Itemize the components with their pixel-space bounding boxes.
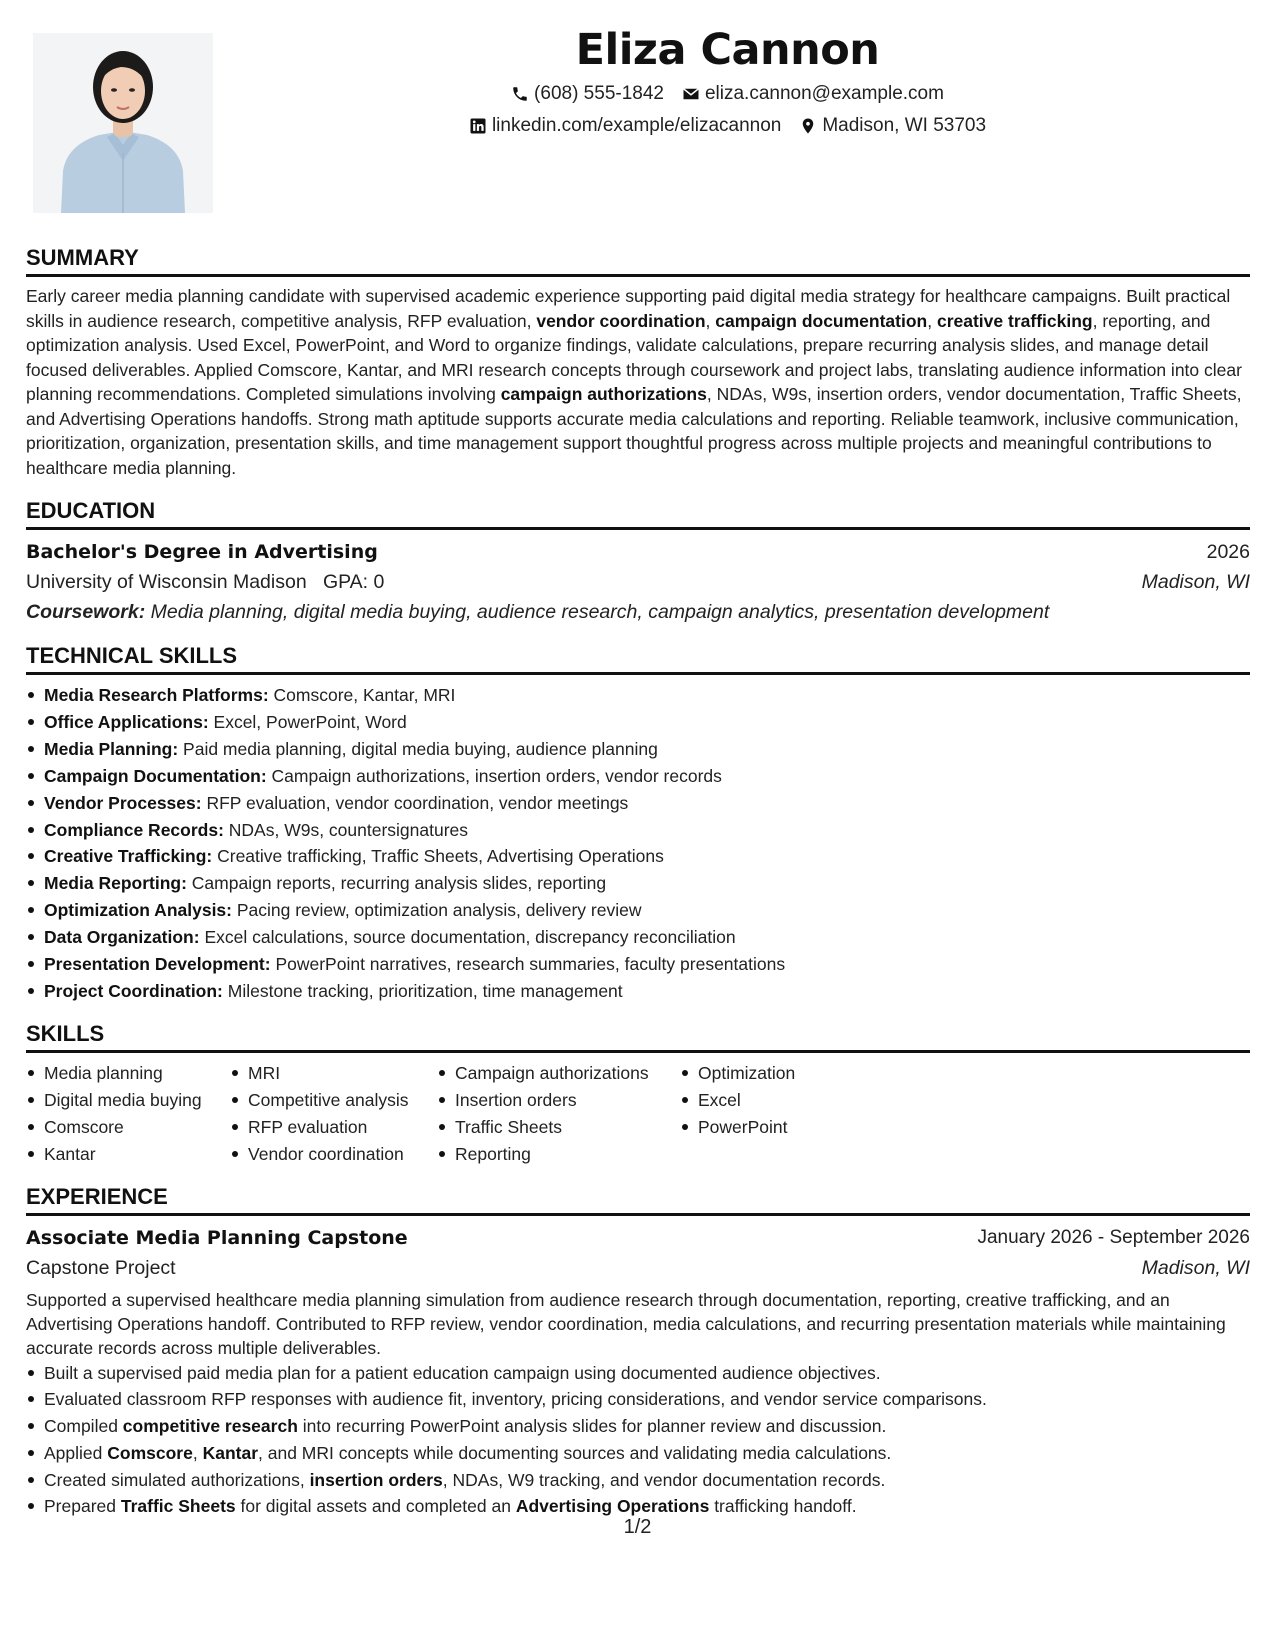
experience-bullet-segment-bold: Traffic Sheets — [120, 1496, 236, 1517]
technical-skill-label: Media Reporting: — [44, 873, 187, 894]
experience-bullet-segment-text: , — [192, 1442, 203, 1463]
experience-bullet — [26, 1413, 1250, 1440]
experience-section — [26, 1182, 1250, 1521]
skills-section — [26, 1019, 1250, 1168]
technical-skill-item — [26, 978, 1250, 1005]
coursework-label: Coursework: — [26, 601, 146, 623]
summary-segment-text: Early career media planning candidate with supervised academic experience supporting paid digital media strategy for healthcare campaigns. Built practical skills in audience research, competitive analysis, RFP evaluation, — [26, 286, 1231, 331]
skill-item: Vendor coordination — [230, 1141, 437, 1168]
skill-item: Comscore — [26, 1114, 230, 1141]
technical-skill-value: Paid media planning, digital media buying, audience planning — [178, 738, 658, 759]
technical-skill-item — [26, 843, 1250, 870]
contact-row-1 — [240, 78, 1215, 110]
technical-skill-label: Media Planning: — [44, 738, 179, 759]
degree-year: 2026 — [1206, 541, 1250, 563]
skills-column — [680, 1060, 880, 1168]
skill-item: PowerPoint — [680, 1114, 880, 1141]
skill-item: MRI — [230, 1060, 437, 1087]
technical-skill-item — [26, 870, 1250, 897]
experience-bullet-segment-text: Created simulated authorizations, — [44, 1469, 310, 1490]
summary-segment-text: , NDAs, W9s, insertion orders, vendor documentation, Traffic Sheets, and Advertising Operations handoffs. Strong math aptitude supports accurate media calculations and reporting. Reliable teamwork, inclusive communication, prioritization, organization, presentation skills, and time management support thoughtful progress across multiple projects and meaningful contributions to healthcare media planning. — [26, 384, 1242, 478]
degree-title: Bachelor's Degree in Advertising — [26, 541, 378, 563]
skills-column — [437, 1060, 680, 1168]
technical-skills-list — [26, 682, 1250, 1005]
school-location: Madison, WI — [1141, 571, 1250, 593]
experience-description: Supported a supervised healthcare media planning simulation from audience research through documentation, reporting, creative trafficking, and an Advertising Operations handoff. Contributed to RFP review, vendor coordination, media calculations, and recurring presentation materials while maintaining accurate records across multiple deliverables. — [26, 1289, 1226, 1358]
experience-row-org — [26, 1253, 1250, 1283]
technical-skill-value: Comscore, Kantar, MRI — [268, 685, 456, 705]
contact-location — [799, 110, 986, 142]
experience-bullet-segment-text: trafficking handoff. — [709, 1496, 857, 1517]
phone-icon — [511, 85, 529, 103]
linkedin-icon — [469, 117, 487, 135]
linkedin-link[interactable]: linkedin.com/example/elizacannon — [491, 115, 782, 136]
school-name: University of Wisconsin Madison — [26, 571, 307, 593]
technical-skill-label: Office Applications: — [44, 711, 209, 732]
technical-skill-label: Data Organization: — [44, 927, 200, 948]
technical-skill-value: Excel calculations, source documentation, discrepancy reconciliation — [199, 927, 736, 948]
section-title-technical-skills: TECHNICAL SKILLS — [26, 641, 1250, 675]
technical-skill-item — [26, 736, 1250, 763]
technical-skill-value: RFP evaluation, vendor coordination, vendor meetings — [201, 792, 629, 813]
experience-bullet-segment-text: Evaluated classroom RFP responses with audience fit, inventory, pricing considerations, and vendor service comparisons. — [44, 1389, 987, 1410]
summary-segment-bold: vendor coordination — [536, 310, 706, 331]
experience-bullet-segment-text: Built a supervised paid media plan for a patient education campaign using documented audience objectives. — [44, 1362, 881, 1383]
profile-photo-illustration — [33, 33, 213, 213]
technical-skill-item — [26, 817, 1250, 844]
technical-skill-value: Excel, PowerPoint, Word — [208, 711, 407, 732]
skill-item: Reporting — [437, 1141, 680, 1168]
technical-skill-label: Media Research Platforms: — [44, 685, 269, 705]
technical-skill-label: Vendor Processes: — [44, 792, 202, 813]
education-section — [26, 496, 1250, 627]
technical-skills-section — [26, 641, 1250, 1005]
technical-skill-label: Project Coordination: — [44, 980, 223, 1001]
resume-header — [240, 22, 1215, 142]
technical-skill-item — [26, 763, 1250, 790]
summary-segment-bold: creative trafficking — [936, 310, 1093, 331]
experience-bullet-segment-bold: Kantar — [202, 1442, 259, 1463]
experience-bullet-segment-text: Prepared — [44, 1496, 121, 1517]
phone-text: (608) 555-1842 — [534, 83, 664, 104]
experience-bullet-segment-text: for digital assets and completed an — [235, 1496, 516, 1517]
skill-item: Insertion orders — [437, 1087, 680, 1114]
experience-bullet-segment-text: Applied — [44, 1442, 108, 1463]
contact-linkedin[interactable] — [469, 110, 781, 142]
technical-skill-value: Campaign authorizations, insertion orders, vendor records — [266, 765, 722, 786]
education-row-school — [26, 567, 1250, 597]
skills-column — [230, 1060, 437, 1168]
resume-content — [26, 243, 1250, 1520]
section-title-skills: SKILLS — [26, 1019, 1250, 1053]
technical-skill-value: Pacing review, optimization analysis, delivery review — [232, 900, 642, 921]
skill-item: Excel — [680, 1087, 880, 1114]
technical-skill-item — [26, 897, 1250, 924]
candidate-name: Eliza Cannon — [575, 25, 880, 75]
experience-org: Capstone Project — [26, 1256, 176, 1279]
technical-skill-value: NDAs, W9s, countersignatures — [223, 819, 469, 840]
experience-bullet-segment-text: , NDAs, W9 tracking, and vendor documentation records. — [442, 1469, 886, 1490]
technical-skill-item — [26, 790, 1250, 817]
coursework-line — [26, 597, 1250, 627]
experience-bullet-segment-bold: competitive research — [122, 1416, 298, 1437]
envelope-icon — [682, 85, 700, 103]
section-title-summary: SUMMARY — [26, 243, 1250, 277]
experience-bullet-segment-text: into recurring PowerPoint analysis slides for planner review and discussion. — [297, 1416, 887, 1437]
experience-bullet — [26, 1467, 1250, 1494]
experience-bullet-segment-text: , and MRI concepts while documenting sources and validating media calculations. — [258, 1442, 892, 1463]
experience-role: Associate Media Planning Capstone — [26, 1226, 408, 1249]
summary-segment-bold: campaign authorizations — [500, 384, 707, 404]
technical-skill-item — [26, 682, 1250, 709]
gpa-text: GPA: 0 — [322, 571, 385, 593]
experience-bullet-segment-bold: insertion orders — [309, 1469, 443, 1490]
email-link[interactable]: eliza.cannon@example.com — [704, 83, 944, 104]
technical-skill-label: Creative Trafficking: — [44, 846, 213, 867]
education-row-degree — [26, 537, 1250, 567]
technical-skill-label: Optimization Analysis: — [44, 900, 232, 921]
experience-dates: January 2026 - September 2026 — [977, 1226, 1250, 1248]
section-title-experience: EXPERIENCE — [26, 1182, 1250, 1216]
technical-skill-value: Creative trafficking, Traffic Sheets, Advertising Operations — [212, 846, 664, 867]
summary-segment-text: , — [927, 310, 937, 331]
location-text: Madison, WI 53703 — [822, 115, 987, 136]
summary-section — [26, 243, 1250, 480]
skill-item: RFP evaluation — [230, 1114, 437, 1141]
skill-item: Competitive analysis — [230, 1087, 437, 1114]
technical-skill-value: Milestone tracking, prioritization, time management — [222, 980, 623, 1001]
experience-bullet — [26, 1386, 1250, 1413]
experience-bullet-segment-bold: Advertising Operations — [515, 1496, 710, 1517]
skill-item: Traffic Sheets — [437, 1114, 680, 1141]
skill-item: Digital media buying — [26, 1087, 230, 1114]
contact-phone — [511, 78, 664, 110]
technical-skill-label: Campaign Documentation: — [44, 765, 267, 786]
summary-segment-text: , — [705, 310, 716, 331]
school-info — [26, 567, 384, 597]
profile-photo — [33, 33, 213, 213]
coursework-text: Media planning, digital media buying, audience research, campaign analytics, presentation development — [150, 601, 1050, 623]
technical-skill-value: PowerPoint narratives, research summaries, faculty presentations — [270, 954, 786, 975]
experience-location: Madison, WI — [1141, 1256, 1250, 1279]
technical-skill-label: Presentation Development: — [44, 954, 271, 975]
page-number: 1/2 — [623, 1516, 652, 1538]
skills-grid — [26, 1060, 1250, 1168]
experience-bullet — [26, 1440, 1250, 1467]
skills-column — [26, 1060, 230, 1168]
skill-item: Campaign authorizations — [437, 1060, 680, 1087]
experience-row-role — [26, 1223, 1250, 1253]
experience-bullet — [26, 1360, 1250, 1387]
section-title-education: EDUCATION — [26, 496, 1250, 530]
map-pin-icon — [799, 117, 817, 135]
experience-bullet-segment-bold: Comscore — [107, 1442, 193, 1463]
experience-bullets — [26, 1360, 1250, 1521]
contact-row-2 — [240, 110, 1215, 142]
skill-item: Optimization — [680, 1060, 880, 1087]
technical-skill-item — [26, 951, 1250, 978]
summary-text — [26, 284, 1250, 480]
summary-segment-text: , reporting, and optimization analysis. Used Excel, PowerPoint, and Word to organize findings, validate calculations, prepare recurring analysis slides, and manage detail focused deliverables. Applied Comscore, Kantar, and MRI research concepts through coursework and project labs, translating audience information into clear planning recommendations. Completed simulations involving — [26, 310, 1242, 404]
contact-email[interactable] — [682, 78, 944, 110]
technical-skill-label: Compliance Records: — [44, 819, 224, 840]
summary-segment-bold: campaign documentation — [715, 310, 928, 331]
skill-item: Kantar — [26, 1141, 230, 1168]
skill-item: Media planning — [26, 1060, 230, 1087]
experience-bullet-segment-text: Compiled — [44, 1416, 123, 1437]
technical-skill-value: Campaign reports, recurring analysis slides, reporting — [186, 873, 607, 894]
technical-skill-item — [26, 709, 1250, 736]
technical-skill-item — [26, 924, 1250, 951]
